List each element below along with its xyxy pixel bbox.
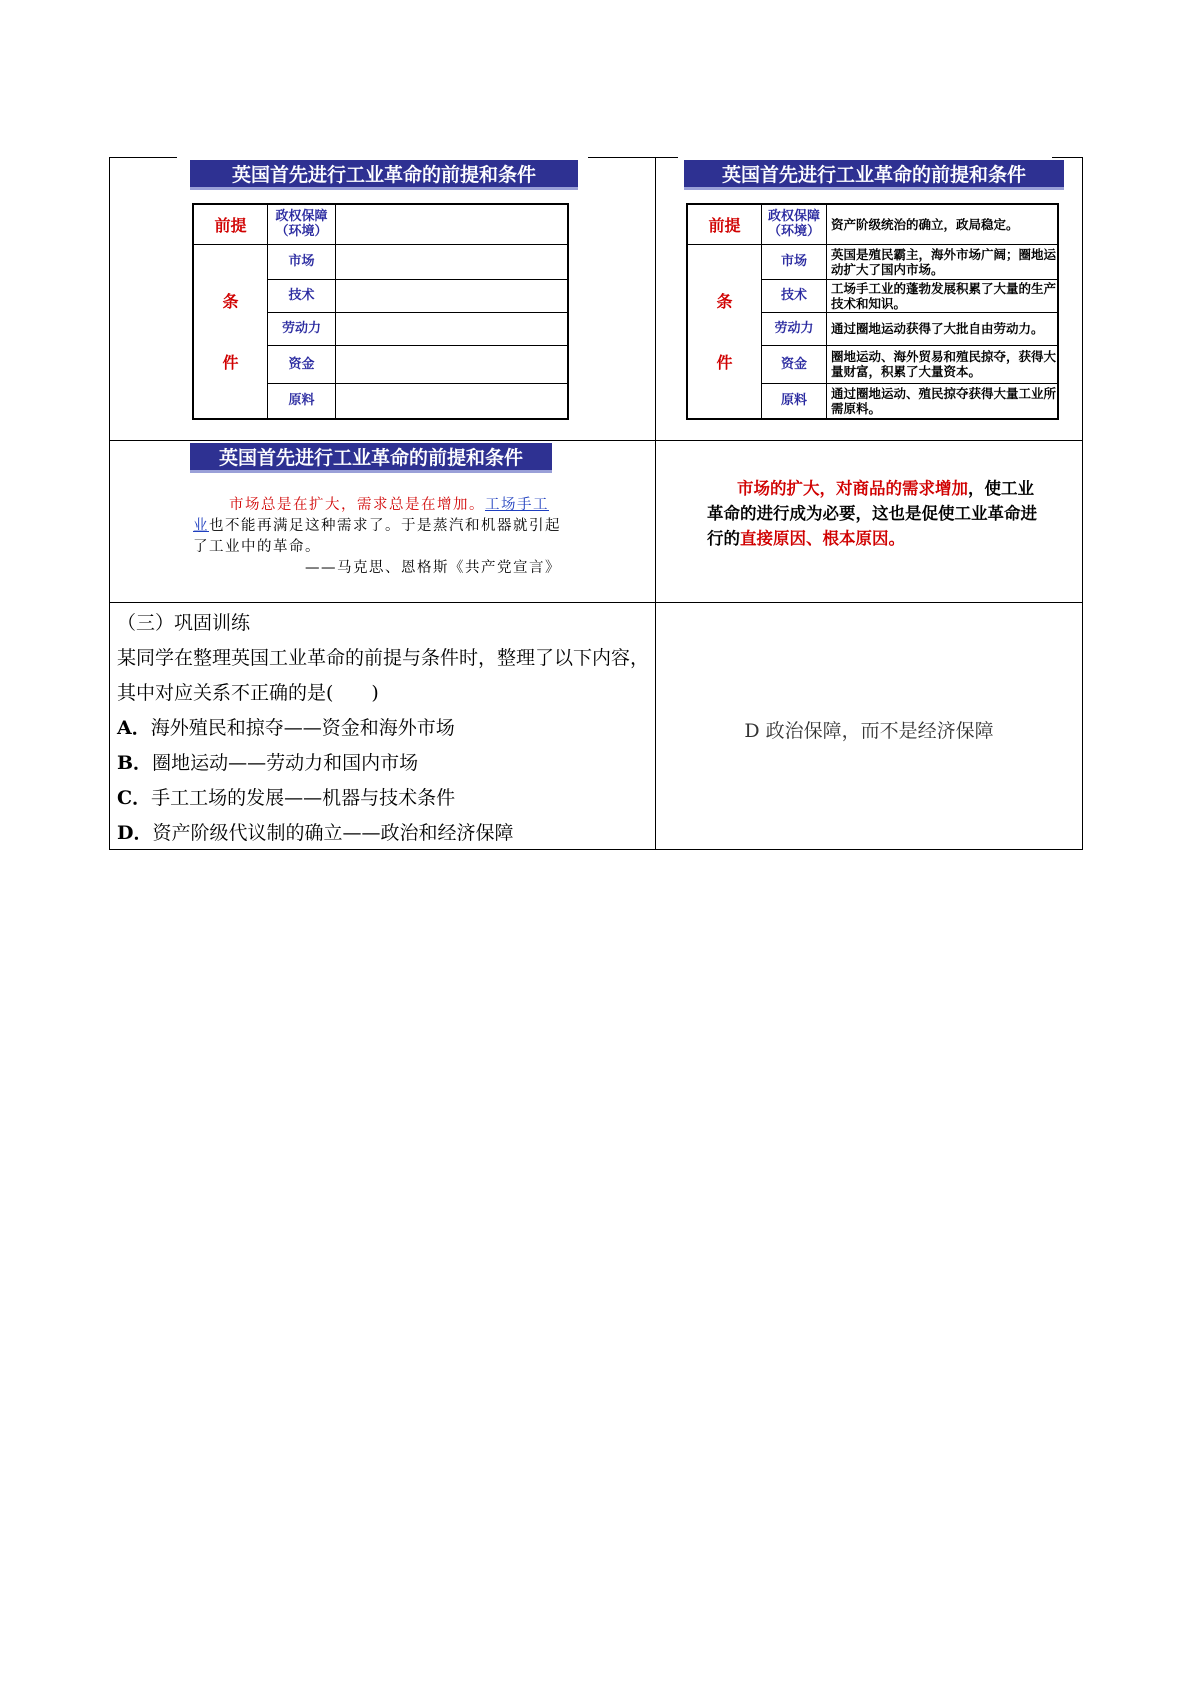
premise-label: 前提 <box>193 204 268 244</box>
blank-cell <box>336 244 569 279</box>
row-label-market: 市场 <box>762 244 827 279</box>
row-label-market: 市场 <box>268 244 336 279</box>
blank-conditions-table <box>192 203 569 420</box>
answer-market: 英国是殖民霸主，海外市场广阔；圈地运动扩大了国内市场。 <box>827 244 1059 279</box>
answer-labor: 通过圈地运动获得了大批自由劳动力。 <box>827 312 1059 345</box>
slide-title-quote: 英国首先进行工业革命的前提和条件 <box>190 443 552 473</box>
row-label-capital: 资金 <box>762 345 827 383</box>
premise-label: 前提 <box>687 204 762 244</box>
blank-cell <box>336 312 569 345</box>
premise-sub-label: 政权保障 （环境） <box>762 204 827 244</box>
exercise-answer: D 政治保障，而不是经济保障 <box>744 720 994 742</box>
slide-title-left: 英国首先进行工业革命的前提和条件 <box>190 160 578 190</box>
answer-premise: 资产阶级统治的确立，政局稳定。 <box>827 204 1059 244</box>
blank-cell <box>336 279 569 312</box>
answer-capital: 圈地运动、海外贸易和殖民掠夺，获得大量财富，积累了大量资本。 <box>827 345 1059 383</box>
quote-red-text: 市场总是在扩大，需求总是在增加。 <box>229 497 485 513</box>
row-label-tech: 技术 <box>762 279 827 312</box>
premise-blank <box>336 204 569 244</box>
note-red-2: 直接原因、根本原因。 <box>740 529 905 548</box>
row-label-capital: 资金 <box>268 345 336 383</box>
analysis-note <box>707 476 1037 551</box>
exercise-heading: （三）巩固训练 <box>117 612 251 634</box>
note-red-1: 市场的扩大，对商品的需求增加 <box>737 479 968 498</box>
blank-cell <box>336 345 569 383</box>
option-b: B．圈地运动——劳动力和国内市场 <box>117 752 419 774</box>
quote-blue-text: 工场手工业 <box>193 497 549 534</box>
answer-tech: 工场手工业的蓬勃发展积累了大量的生产技术和知识。 <box>827 279 1059 312</box>
note-black-1: ，使工业革命的进行成为必要，这也是促使工业革命进行的 <box>707 479 1037 548</box>
premise-sub-label: 政权保障 （环境） <box>268 204 336 244</box>
slide-title-right: 英国首先进行工业革命的前提和条件 <box>684 160 1064 190</box>
filled-conditions-table <box>686 203 1059 420</box>
row-label-labor: 劳动力 <box>762 312 827 345</box>
row-label-materials: 原料 <box>268 383 336 419</box>
exercise-block <box>117 606 653 851</box>
row-label-materials: 原料 <box>762 383 827 419</box>
answer-materials: 通过圈地运动、殖民掠夺获得大量工业所需原料。 <box>827 383 1059 419</box>
option-a: A．海外殖民和掠夺——资金和海外市场 <box>117 717 455 739</box>
conditions-label: 条 件 <box>687 244 762 419</box>
quote-rest-text: 也不能再满足这种需求了。于是蒸汽和机器就引起了工业中的革命。 <box>193 518 561 555</box>
exercise-question: 某同学在整理英国工业革命的前提与条件时，整理了以下内容，其中对应关系不正确的是( ) <box>117 647 650 704</box>
option-c: C．手工工场的发展——机器与技术条件 <box>117 787 456 809</box>
conditions-label: 条 件 <box>193 244 268 419</box>
row-label-labor: 劳动力 <box>268 312 336 345</box>
option-d: D．资产阶级代议制的确立——政治和经济保障 <box>117 822 514 844</box>
row-label-tech: 技术 <box>268 279 336 312</box>
blank-cell <box>336 383 569 419</box>
marx-quote <box>193 495 563 579</box>
quote-source: ——马克思、恩格斯《共产党宣言》 <box>305 560 561 576</box>
